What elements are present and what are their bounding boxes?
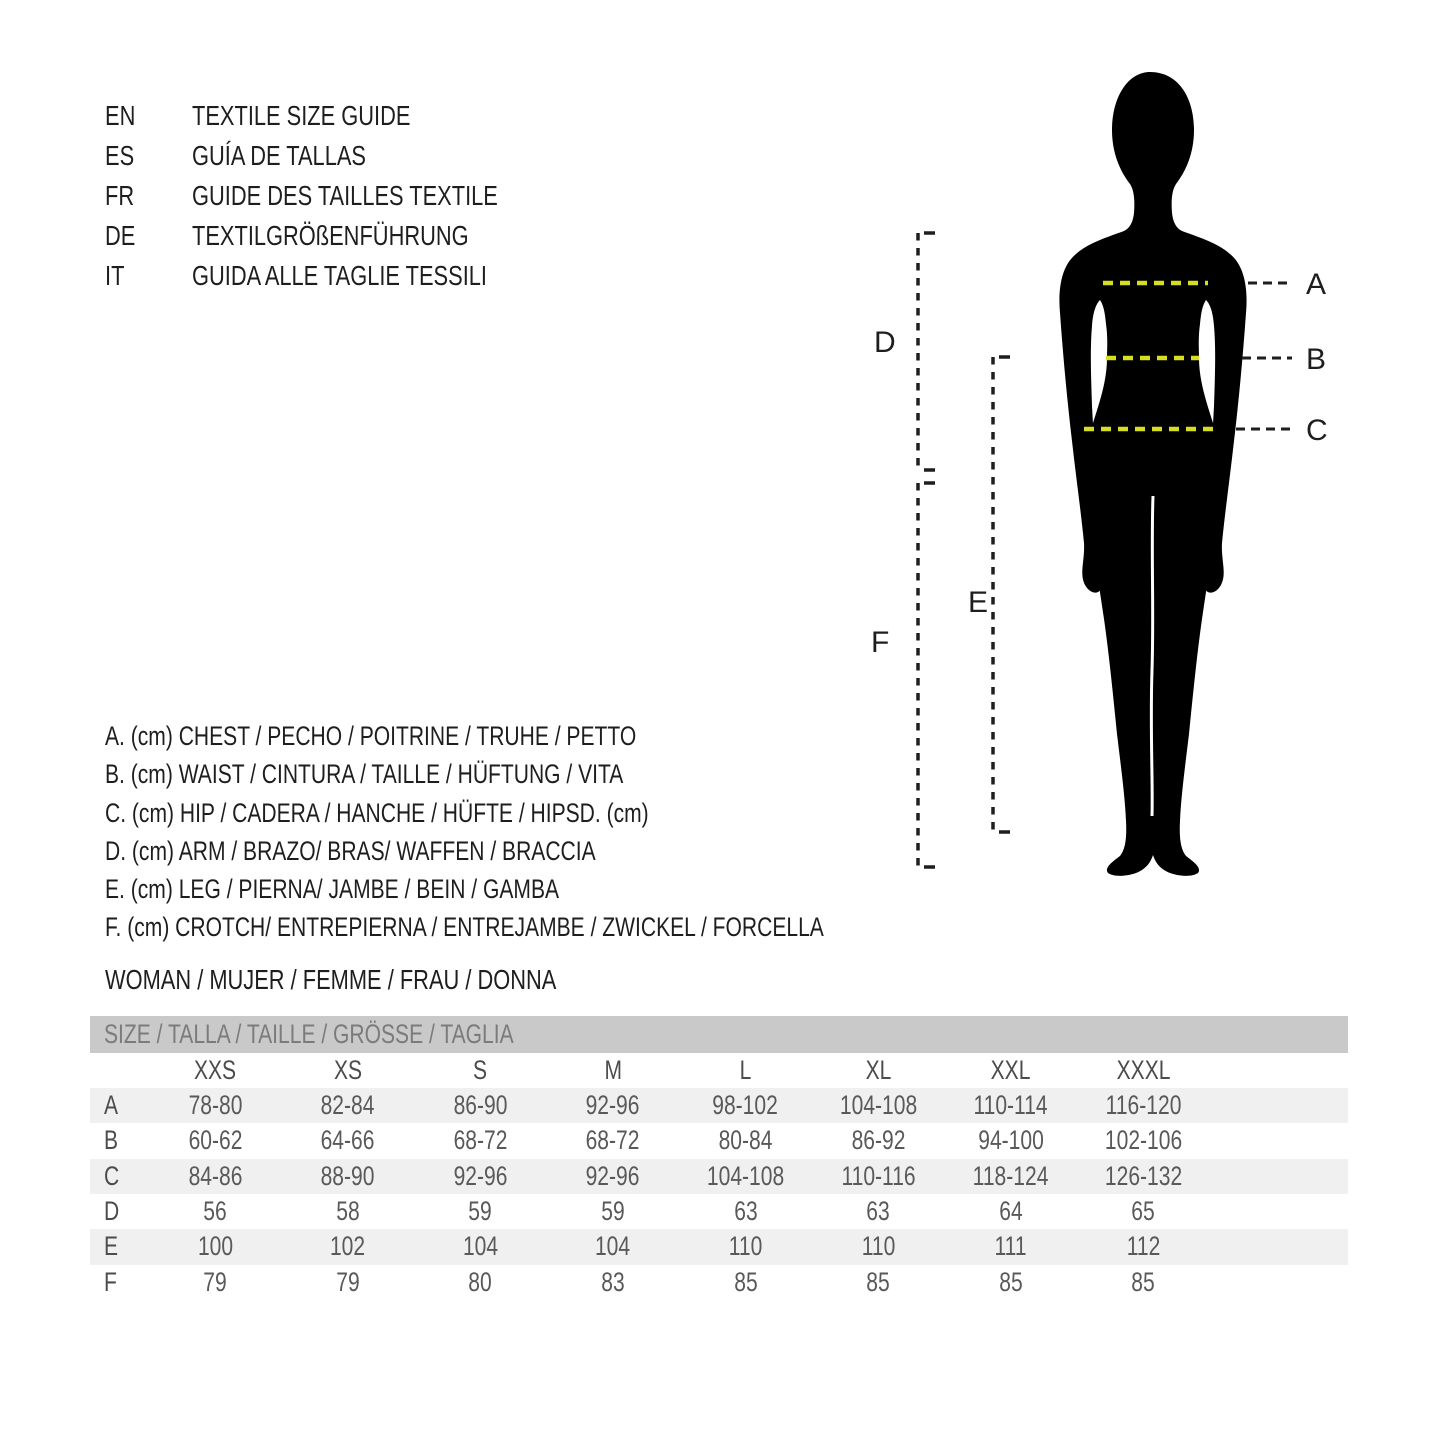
table-cell: 102-106: [1104, 1125, 1182, 1156]
table-cell: 63: [866, 1196, 890, 1227]
table-cell: 92-96: [586, 1090, 640, 1121]
measure-desc-leg: E. (cm) LEG / PIERNA/ JAMBE / BEIN / GAMBA: [105, 874, 560, 905]
label-crotch-f: F: [871, 626, 890, 659]
table-cell: 64-66: [320, 1125, 375, 1156]
table-cell: 63: [733, 1196, 758, 1227]
label-arm-d: D: [874, 326, 896, 359]
measure-desc-arm: D. (cm) ARM / BRAZO/ BRAS/ WAFFEN / BRACCIA: [105, 835, 596, 866]
table-cell: 85: [733, 1266, 758, 1297]
size-col-m: M: [604, 1055, 622, 1085]
language-guide-block: [105, 96, 584, 296]
label-hip-c: C: [1306, 414, 1328, 447]
table-row-a: [90, 1088, 1348, 1123]
table-cell: 82-84: [320, 1090, 375, 1121]
size-table-header: SIZE / TALLA / TAILLE / GRÖSSE / TAGLIA: [90, 1016, 1348, 1053]
table-cell: 85: [998, 1266, 1023, 1297]
table-cell: 98-102: [712, 1090, 779, 1121]
size-col-xxl: XXL: [990, 1055, 1031, 1085]
lang-title: TEXTILGRÖßENFÜHRUNG: [192, 220, 469, 251]
size-col-xxs: XXS: [194, 1055, 237, 1085]
table-cell: 102: [330, 1231, 366, 1262]
table-row-c: [90, 1159, 1348, 1194]
label-chest-a: A: [1306, 268, 1327, 301]
table-cell: 68-72: [453, 1125, 508, 1156]
size-columns-row: [90, 1053, 1348, 1088]
label-leg-e: E: [968, 586, 989, 619]
table-cell: 59: [601, 1196, 625, 1227]
lang-row-it: [105, 256, 584, 296]
measure-desc-crotch: F. (cm) CROTCH/ ENTREPIERNA / ENTREJAMBE / ZWICKEL / FORCELLA: [105, 912, 824, 943]
table-cell: 85: [866, 1266, 890, 1297]
measure-desc-chest: A. (cm) CHEST / PECHO / POITRINE / TRUHE / PETTO: [105, 721, 637, 751]
row-label: F: [104, 1266, 117, 1297]
size-col-xs: XS: [333, 1055, 362, 1085]
lang-title: TEXTILE SIZE GUIDE: [192, 100, 411, 131]
table-cell: 65: [1131, 1196, 1155, 1227]
table-cell: 84-86: [188, 1160, 243, 1191]
table-row-f: [90, 1265, 1348, 1300]
size-table: [90, 1016, 1348, 1300]
table-row-b: [90, 1123, 1348, 1158]
table-cell: 64: [998, 1196, 1023, 1227]
table-cell: 59: [468, 1196, 493, 1227]
table-cell: 86-90: [453, 1090, 508, 1121]
size-col-s: S: [473, 1055, 488, 1085]
row-label: C: [104, 1160, 120, 1191]
table-cell: 88-90: [320, 1160, 375, 1191]
measure-desc-waist: B. (cm) WAIST / CINTURA / TAILLE / HÜFTUNG / VITA: [105, 759, 624, 790]
lang-row-en: [105, 96, 584, 136]
table-cell: 111: [994, 1231, 1027, 1262]
lang-code: ES: [105, 140, 135, 171]
lang-code: DE: [105, 220, 136, 251]
row-label: E: [104, 1231, 119, 1262]
lang-code: EN: [105, 100, 136, 131]
table-cell: 112: [1126, 1231, 1160, 1262]
measure-desc-hip: C. (cm) HIP / CADERA / HANCHE / HÜFTE / HIPSD. (cm): [105, 797, 649, 828]
table-cell: 104: [462, 1231, 498, 1262]
table-row-d: [90, 1194, 1348, 1229]
size-col-xxxl: XXXL: [1116, 1055, 1171, 1085]
table-cell: 56: [203, 1196, 227, 1227]
table-cell: 78-80: [188, 1090, 243, 1121]
size-col-l: L: [739, 1055, 752, 1085]
table-cell: 83: [601, 1266, 625, 1297]
table-cell: 79: [336, 1266, 360, 1297]
table-cell: 60-62: [188, 1125, 243, 1156]
lang-title: GUIDE DES TAILLES TEXTILE: [192, 180, 498, 211]
label-waist-b: B: [1306, 343, 1327, 376]
lang-code: IT: [105, 260, 125, 291]
gender-heading: WOMAN / MUJER / FEMME / FRAU / DONNA: [105, 964, 557, 995]
row-label: D: [104, 1196, 120, 1227]
table-cell: 80-84: [718, 1125, 773, 1156]
table-cell: 104-108: [839, 1090, 917, 1121]
table-cell: 110-116: [841, 1160, 916, 1191]
table-row-e: [90, 1229, 1348, 1264]
table-cell: 118-124: [972, 1160, 1049, 1191]
leg-separation-line: [1151, 496, 1153, 816]
table-cell: 85: [1131, 1266, 1155, 1297]
lang-title: GUÍA DE TALLAS: [192, 140, 366, 171]
table-cell: 126-132: [1104, 1160, 1182, 1191]
table-cell: 92-96: [586, 1160, 640, 1191]
lang-title: GUIDA ALLE TAGLIE TESSILI: [192, 260, 487, 291]
row-label: B: [104, 1125, 119, 1156]
size-col-xl: XL: [865, 1055, 891, 1085]
table-cell: 104-108: [706, 1160, 785, 1191]
table-cell: 79: [203, 1266, 227, 1297]
table-cell: 100: [197, 1231, 233, 1262]
table-cell: 80: [468, 1266, 493, 1297]
table-cell: 104: [595, 1231, 631, 1262]
table-cell: 86-92: [851, 1125, 906, 1156]
table-cell: 68-72: [586, 1125, 640, 1156]
table-cell: 58: [336, 1196, 360, 1227]
table-cell: 110: [728, 1231, 763, 1262]
table-cell: 92-96: [453, 1160, 508, 1191]
row-label: A: [104, 1090, 119, 1121]
measurement-descriptions: [105, 717, 1027, 947]
lang-row-es: [105, 136, 584, 176]
lang-row-fr: [105, 176, 584, 216]
lang-code: FR: [105, 180, 135, 211]
lang-row-de: [105, 216, 584, 256]
table-cell: 94-100: [977, 1125, 1044, 1156]
table-cell: 116-120: [1105, 1090, 1182, 1121]
table-cell: 110: [861, 1231, 895, 1262]
table-cell: 110-114: [973, 1090, 1048, 1121]
